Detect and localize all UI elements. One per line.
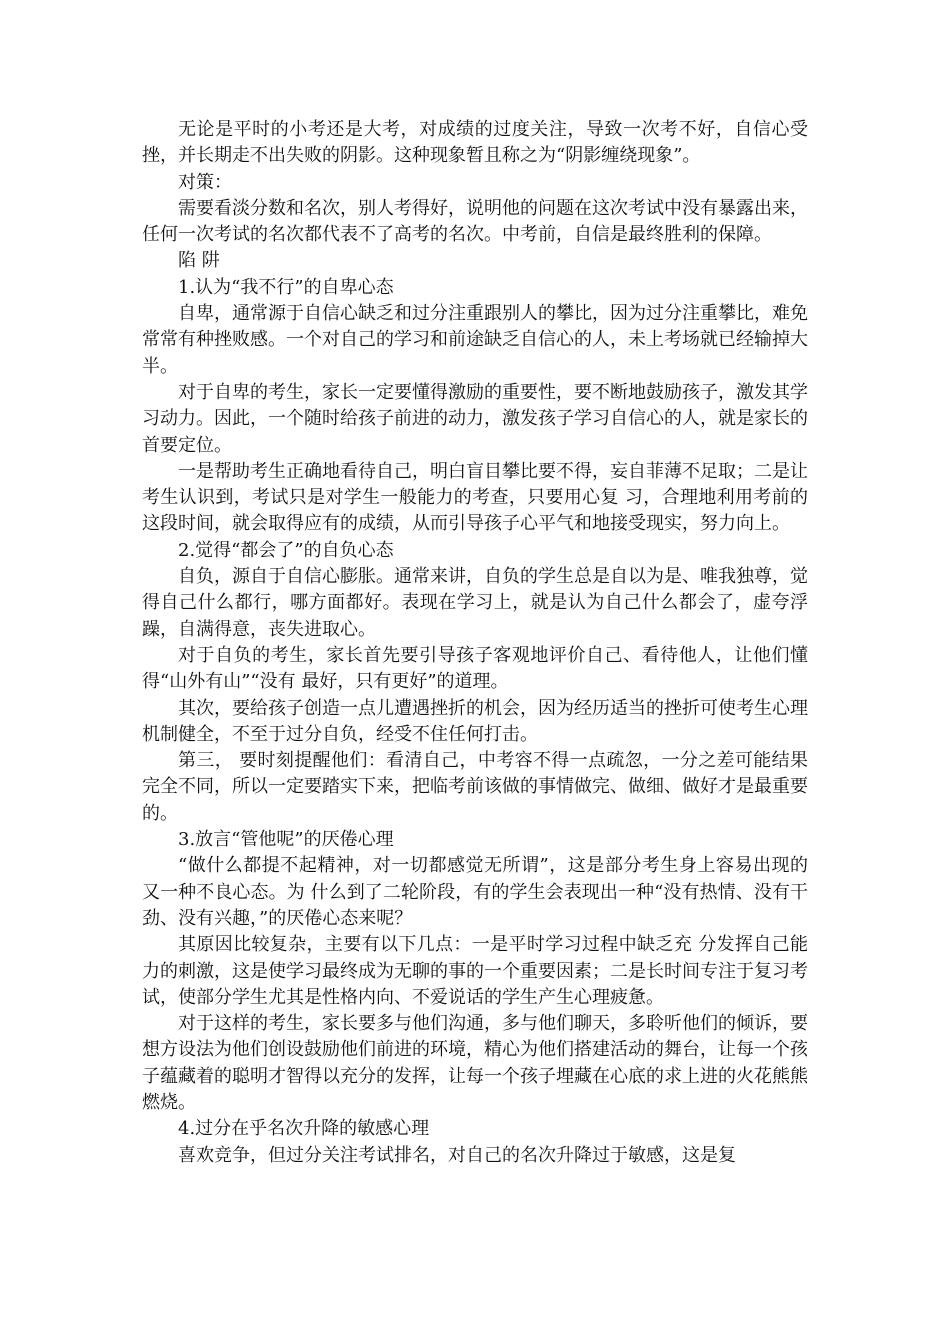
section-label: 陷 阱 [178, 250, 220, 272]
paragraph: 无论是平时的小考还是大考，对成绩的过度关注，导致一次考不好，自信心受挫，并长期走不出失败的阴影。这种现象暂且称之为“阴影缠绕现象”。 [142, 119, 808, 167]
paragraph: 一是帮助考生正确地看待自己，明白盲目攀比要不得，妄自菲薄不足取；二是让考生认识到，考试只是对学生一般能力的考查，只要用心复 习，合理地利用考前的这段时间，就会取得应有的成绩，从而引导孩子心平气和地接受现实，努力向上。 [142, 460, 808, 535]
paragraph: 自卑，通常源于自信心缺乏和过分注重跟别人的攀比，因为过分注重攀比，难免常常有种挫败感。一个对自己的学习和前途缺乏自信心的人，未上考场就已经输掉大半。 [142, 303, 808, 377]
paragraph: 对于这样的考生，家长要多与他们沟通，多与他们聊天，多聆听他们的倾诉，要想方设法为他们创设鼓励他们前进的环境，精心为他们搭建活动的舞台，让每一个孩子蕴藏着的聪明才智得以充分的发挥，让每一个孩子埋藏在心底的求上进的火花熊熊燃烧。 [142, 1013, 808, 1113]
section-heading: 2.觉得“都会了”的自负心态 [178, 539, 394, 561]
section-heading: 3.放言“管他呢”的厌倦心理 [178, 829, 394, 851]
paragraph: 喜欢竞争，但过分关注考试排名，对自己的名次升降过于敏感，这是复 [178, 1144, 736, 1166]
paragraph: 对于自卑的考生，家长一定要懂得激励的重要性，要不断地鼓励孩子，激发其学习动力。因此，一个随时给孩子前进的动力，激发孩子学习自信心的人，就是家长的首要定位。 [142, 381, 808, 456]
section-heading: 1.认为“我不行”的自卑心态 [178, 276, 394, 298]
paragraph: 其原因比较复杂，主要有以下几点：一是平时学习过程中缺乏充 分发挥自己能力的刺激，这是使学习最终成为无聊的事的一个重要因素；二是长时间专注于复习考试，使部分学生尤其是性格内向、不爱说话的学生产生心理疲惫。 [142, 934, 808, 1008]
section-heading: 4.过分在乎名次升降的敏感心理 [178, 1118, 430, 1140]
paragraph: “做什么都提不起精神，对一切都感觉无所谓”，这是部分考生身上容易出现的又一种不良心态。为 什么到了二轮阶段，有的学生会表现出一种“没有热情、没有干劲、没有兴趣，”的厌倦心态来呢？ [142, 855, 808, 929]
paragraph: 其次，要给孩子创造一点儿遭遇挫折的机会，因为经历适当的挫折可使考生心理机制健全，不至于过分自负，经受不住任何打击。 [142, 697, 808, 745]
paragraph: 第三， 要时刻提醒他们：看清自己，中考容不得一点疏忽，一分之差可能结果完全不同，所以一定要踏实下来，把临考前该做的事情做完、做细、做好才是最重要的。 [142, 750, 808, 824]
paragraph: 对于自负的考生，家长首先要引导孩子客观地评价自己、看待他人，让他们懂得“山外有山”“没有 最好，只有更好”的道理。 [142, 644, 808, 693]
paragraph: 自负，源自于自信心膨胀。通常来讲，自负的学生总是自以为是、唯我独尊，觉得自己什么都行，哪方面都好。表现在学习上，就是认为自己什么都会了，虚夸浮躁，自满得意，丧失进取心。 [142, 566, 808, 640]
section-label: 对策： [178, 171, 232, 193]
paragraph: 需要看淡分数和名次，别人考得好，说明他的问题在这次考试中没有暴露出来，任何一次考试的名次都代表不了高考的名次。中考前，自信是最终胜利的保障。 [142, 197, 808, 246]
document-body [142, 117, 808, 1169]
